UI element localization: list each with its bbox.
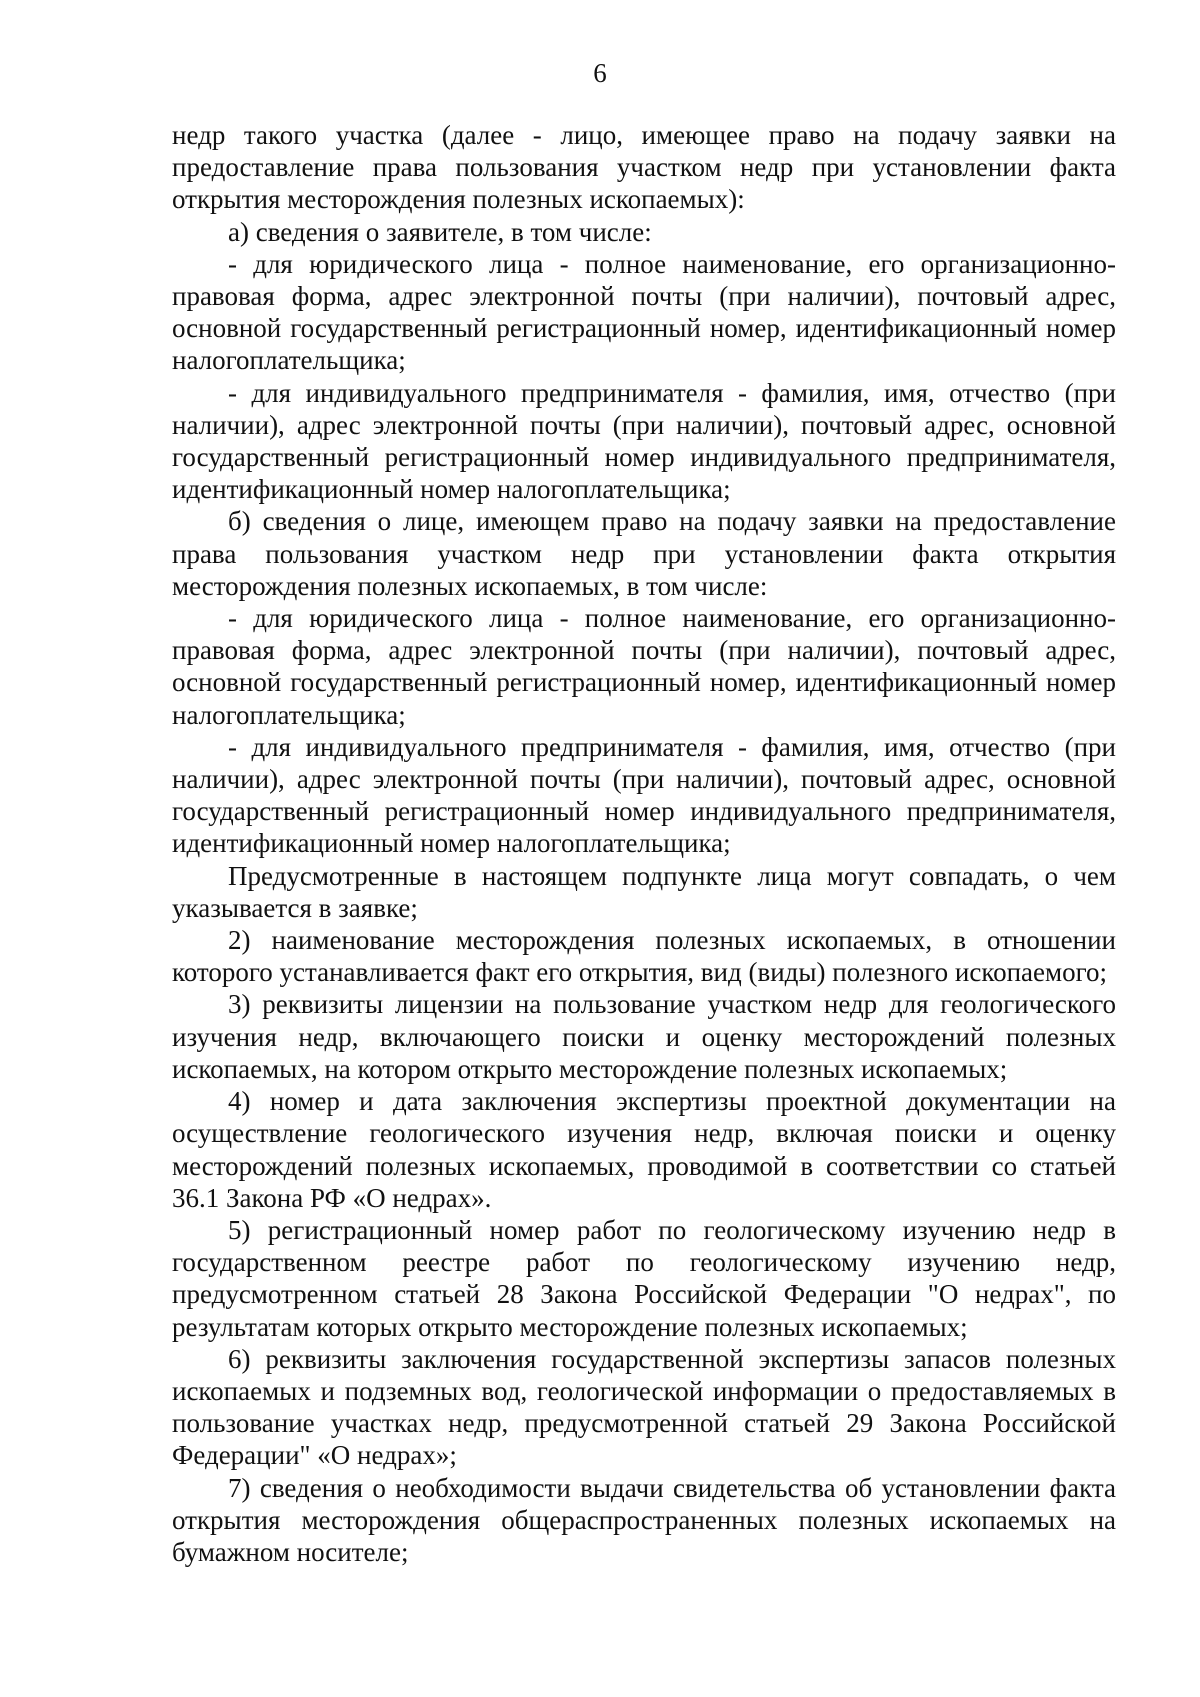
page-number: 6: [593, 58, 607, 88]
paragraph-item-a: а) сведения о заявителе, в том числе:: [228, 216, 652, 247]
paragraph-item-4: 4) номер и дата заключения экспертизы проектной документации на осуществление геологического изучения недр, включая поиски и оценку месторождений полезных ископаемых, проводимой в соответствии со статьей 36.1 Закона РФ «О недрах».: [172, 1086, 1116, 1213]
paragraph-b-legal-entity: - для юридического лица - полное наименование, его организационно-правовая форма, адрес электронной почты (при наличии), почтовый адрес, основной государственный регистрационный номер, идентификационный номер налогоплательщика;: [172, 603, 1116, 730]
paragraph-a-entrepreneur: - для индивидуального предпринимателя - фамилия, имя, отчество (при наличии), адрес электронной почты (при наличии), почтовый адрес, основной государственный регистрационный номер индивидуального предпринимателя, идентификационный номер налогоплательщика;: [172, 377, 1116, 505]
paragraph-item-b: б) сведения о лице, имеющем право на подачу заявки на предоставление права пользования участком недр при установлении факта открытия месторождения полезных ископаемых, в том числе:: [172, 506, 1116, 601]
paragraph-item-6: 6) реквизиты заключения государственной экспертизы запасов полезных ископаемых и подземных вод, геологической информации о предоставляемых в пользование участках недр, предусмотренной статьей 29 Закона Российской Федерации" «О недрах»;: [172, 1343, 1116, 1471]
paragraph-item-2: 2) наименование месторождения полезных ископаемых, в отношении которого устанавливается факт его открытия, вид (виды) полезного ископаемого;: [172, 925, 1116, 988]
paragraph-continuation: недр такого участка (далее - лицо, имеющее право на подачу заявки на предоставление права пользования участком недр при установлении факта открытия месторождения полезных ископаемых):: [172, 120, 1116, 215]
paragraph-b-entrepreneur: - для индивидуального предпринимателя - фамилия, имя, отчество (при наличии), адрес электронной почты (при наличии), почтовый адрес, основной государственный регистрационный номер индивидуального предпринимателя, идентификационный номер налогоплательщика;: [172, 731, 1116, 859]
paragraph-a-legal-entity: - для юридического лица - полное наименование, его организационно-правовая форма, адрес электронной почты (при наличии), почтовый адрес, основной государственный регистрационный номер, идентификационный номер налогоплательщика;: [172, 248, 1116, 376]
paragraph-coincide-note: Предусмотренные в настоящем подпункте лица могут совпадать, о чем указывается в заявке;: [172, 860, 1116, 923]
paragraph-item-7: 7) сведения о необходимости выдачи свидетельства об установлении факта открытия месторождения общераспространенных полезных ископаемых на бумажном носителе;: [172, 1472, 1116, 1567]
paragraph-item-3: 3) реквизиты лицензии на пользование участком недр для геологического изучения недр, включающего поиски и оценку месторождений полезных ископаемых, на котором открыто месторождение полезных ископаемых;: [172, 989, 1116, 1084]
document-body: [172, 119, 1116, 1568]
paragraph-item-5: 5) регистрационный номер работ по геологическому изучению недр в государственном реестре работ по геологическому изучению недр, предусмотренном статьей 28 Закона Российской Федерации "О недрах", по результатам которых открыто месторождение полезных ископаемых;: [172, 1214, 1116, 1342]
